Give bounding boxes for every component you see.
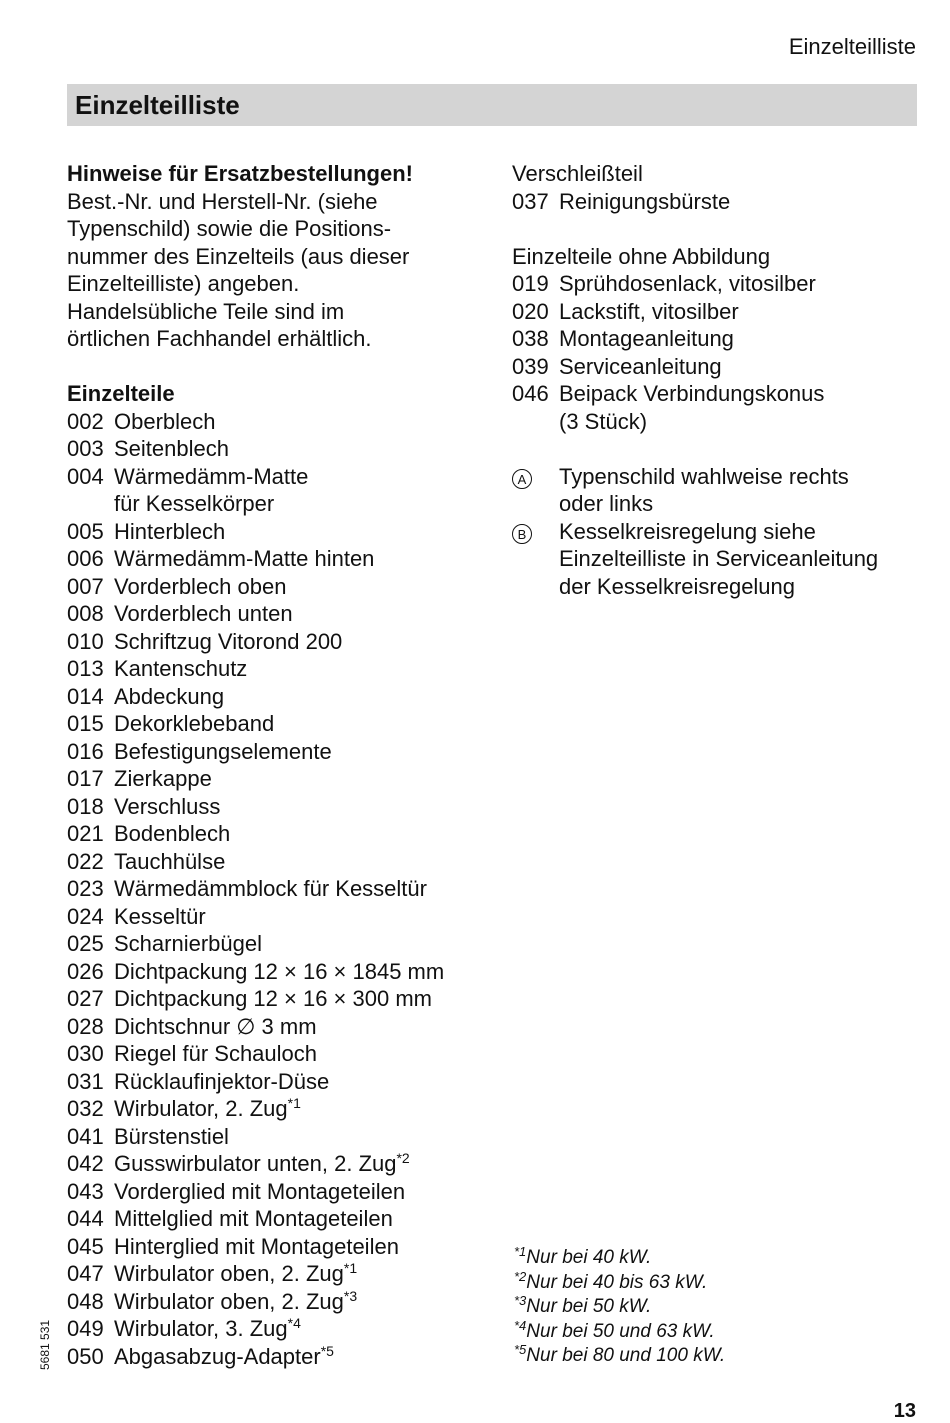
part-name bbox=[114, 958, 444, 986]
list-item bbox=[67, 1095, 487, 1123]
part-number: 024 bbox=[67, 903, 104, 929]
part-name bbox=[559, 325, 734, 353]
part-name-text: Seitenblech bbox=[114, 436, 229, 461]
part-name bbox=[114, 1288, 357, 1316]
part-name-text: Oberblech bbox=[114, 408, 216, 434]
notes-line: Typenschild) sowie die Positions- bbox=[67, 216, 392, 241]
list-item bbox=[67, 1343, 487, 1371]
footnote-text: Nur bei 50 kW. bbox=[526, 1296, 652, 1317]
list-item bbox=[512, 380, 922, 408]
legend-text: Kesselkreisregelung siehe bbox=[559, 518, 816, 544]
part-name bbox=[114, 1123, 229, 1151]
part-number: 031 bbox=[67, 1068, 104, 1094]
unillustrated-heading: Einzelteile ohne Abbildung bbox=[512, 243, 771, 269]
notes-line: Einzelteilliste) angeben. bbox=[67, 271, 300, 296]
legend-text: Typenschild wahlweise rechts bbox=[559, 463, 849, 489]
list-item bbox=[67, 573, 487, 601]
list-item bbox=[67, 765, 487, 793]
list-item bbox=[67, 435, 487, 463]
list-item bbox=[67, 875, 487, 903]
part-name bbox=[114, 793, 220, 821]
footnote bbox=[514, 1268, 725, 1296]
part-number: 044 bbox=[67, 1206, 104, 1231]
footnote-mark: *5 bbox=[514, 1342, 527, 1357]
part-name bbox=[114, 600, 293, 628]
part-name-text: Beipack Verbindungskonus bbox=[559, 381, 825, 406]
legend-marker bbox=[512, 518, 559, 546]
part-number: 003 bbox=[67, 436, 104, 461]
notes-line: örtlichen Fachhandel erhältlich. bbox=[67, 326, 372, 351]
part-name bbox=[114, 1068, 329, 1096]
part-number: 022 bbox=[67, 848, 104, 874]
circle-a-icon: A bbox=[512, 469, 532, 489]
part-name bbox=[559, 188, 730, 216]
part-name-text: Riegel für Schauloch bbox=[114, 1041, 318, 1066]
part-name bbox=[114, 1013, 317, 1041]
list-item bbox=[512, 188, 922, 216]
part-name bbox=[114, 435, 229, 463]
left-column bbox=[67, 160, 487, 1370]
part-name bbox=[114, 710, 274, 738]
running-header: Einzelteilliste bbox=[788, 34, 916, 59]
part-number: 023 bbox=[67, 876, 104, 901]
list-item bbox=[512, 270, 922, 298]
list-item bbox=[67, 1123, 487, 1151]
part-name bbox=[114, 848, 225, 876]
wear-parts-list bbox=[512, 188, 922, 216]
part-name-text: Serviceanleitung bbox=[559, 353, 722, 379]
part-name bbox=[114, 518, 225, 546]
footnote bbox=[514, 1246, 725, 1271]
list-item bbox=[67, 1178, 487, 1206]
part-name bbox=[114, 408, 216, 436]
part-number: 025 bbox=[67, 931, 104, 956]
part-name-text: Kesseltür bbox=[114, 903, 206, 929]
part-name bbox=[114, 1205, 393, 1233]
part-name-text: Tauchhülse bbox=[114, 848, 226, 874]
part-name-text: Schriftzug Vitorond 200 bbox=[114, 628, 343, 654]
part-name bbox=[114, 463, 308, 491]
footnote bbox=[514, 1317, 725, 1345]
part-name bbox=[559, 270, 816, 298]
part-name-text: Sprühdosenlack, vitosilber bbox=[559, 271, 816, 296]
part-name bbox=[114, 1233, 399, 1261]
footnote-ref: *3 bbox=[343, 1287, 358, 1304]
part-name-text: Wirbulator, 2. Zug bbox=[114, 1096, 288, 1121]
part-name bbox=[114, 820, 230, 848]
part-name bbox=[114, 985, 432, 1013]
footnote bbox=[514, 1344, 725, 1369]
part-number: 032 bbox=[67, 1096, 104, 1121]
list-item bbox=[67, 683, 487, 711]
part-name-text: Abgasabzug-Adapter bbox=[114, 1343, 321, 1369]
part-number: 038 bbox=[512, 326, 549, 351]
part-number: 010 bbox=[67, 628, 104, 654]
legend-text-continued: Einzelteilliste in Serviceanleitung bbox=[559, 546, 879, 571]
footnote-ref: *4 bbox=[287, 1315, 301, 1331]
list-item bbox=[67, 518, 487, 546]
part-number: 042 bbox=[67, 1151, 104, 1176]
page-number: 13 bbox=[893, 1400, 916, 1422]
notes-line: Best.-Nr. und Herstell-Nr. (siehe bbox=[67, 188, 378, 214]
part-number: 014 bbox=[67, 683, 104, 709]
part-name-text: Abdeckung bbox=[114, 683, 225, 709]
notes-line: nummer des Einzelteils (aus dieser bbox=[67, 243, 410, 269]
footnote-mark: *4 bbox=[514, 1317, 527, 1333]
part-number: 039 bbox=[512, 353, 549, 379]
list-item bbox=[67, 958, 487, 986]
part-number: 005 bbox=[67, 518, 104, 544]
part-number: 046 bbox=[512, 381, 549, 406]
part-number: 016 bbox=[67, 738, 104, 764]
part-number: 002 bbox=[67, 408, 104, 434]
part-name-text: Montageanleitung bbox=[559, 326, 734, 351]
list-item bbox=[67, 710, 487, 738]
part-name bbox=[114, 573, 286, 601]
legend-text-continued: der Kesselkreisregelung bbox=[559, 573, 796, 599]
list-item bbox=[67, 628, 487, 656]
part-number: 021 bbox=[67, 821, 104, 846]
part-number: 049 bbox=[67, 1316, 104, 1341]
list-item bbox=[67, 820, 487, 848]
footnote-text: Nur bei 40 bis 63 kW. bbox=[526, 1271, 708, 1293]
list-item bbox=[512, 325, 922, 353]
part-number: 043 bbox=[67, 1178, 104, 1204]
section-title: Einzelteilliste bbox=[75, 90, 240, 120]
part-number: 041 bbox=[67, 1123, 104, 1149]
list-item bbox=[67, 545, 487, 573]
legend-item-b bbox=[512, 518, 922, 546]
section-title-bar bbox=[67, 84, 917, 126]
part-name bbox=[114, 683, 224, 711]
part-name-text: Dekorklebeband bbox=[114, 711, 275, 736]
footnote-text: Nur bei 80 und 100 kW. bbox=[526, 1345, 726, 1366]
part-number: 017 bbox=[67, 766, 104, 791]
list-item bbox=[67, 1068, 487, 1096]
notes-line: Handelsübliche Teile sind im bbox=[67, 298, 345, 324]
part-number: 013 bbox=[67, 656, 104, 681]
part-number: 026 bbox=[67, 958, 104, 984]
part-name bbox=[114, 545, 374, 573]
parts-list bbox=[67, 408, 487, 1371]
spacer bbox=[512, 215, 922, 243]
part-number: 004 bbox=[67, 463, 104, 489]
part-name-text: Bürstenstiel bbox=[114, 1123, 229, 1149]
part-number: 028 bbox=[67, 1013, 104, 1039]
list-item bbox=[67, 463, 487, 491]
circle-b-icon: B bbox=[512, 524, 532, 544]
part-name bbox=[114, 1040, 317, 1068]
part-number: 008 bbox=[67, 601, 104, 626]
part-number: 047 bbox=[67, 1261, 104, 1286]
part-name-text: Vorderblech oben bbox=[114, 573, 287, 599]
parts-heading: Einzelteile bbox=[67, 381, 175, 406]
part-name-text: Wirbulator oben, 2. Zug bbox=[114, 1261, 344, 1286]
part-name-continued: für Kesselkörper bbox=[114, 491, 275, 516]
list-item bbox=[67, 793, 487, 821]
part-name-text: Bodenblech bbox=[114, 821, 231, 846]
footnote bbox=[514, 1295, 725, 1320]
part-name bbox=[114, 628, 342, 656]
document-code: 5681 531 bbox=[38, 1319, 52, 1370]
part-name bbox=[114, 1178, 405, 1206]
part-name-text: Dichtpackung 12 × 16 × 300 mm bbox=[114, 986, 432, 1011]
part-number: 037 bbox=[512, 188, 549, 214]
part-name-text: Lackstift, vitosilber bbox=[559, 298, 739, 324]
footnote-mark: *1 bbox=[514, 1244, 527, 1259]
right-column bbox=[512, 160, 922, 600]
part-name-text: Scharnierbügel bbox=[114, 931, 262, 956]
part-name-text: Wärmedämm-Matte hinten bbox=[114, 546, 375, 571]
part-name bbox=[114, 930, 262, 958]
part-number: 006 bbox=[67, 546, 104, 571]
legend-marker bbox=[512, 463, 559, 491]
footnote-ref: *1 bbox=[343, 1260, 358, 1276]
list-item bbox=[67, 848, 487, 876]
list-item bbox=[67, 1315, 487, 1343]
list-item bbox=[67, 930, 487, 958]
part-name-text: Kantenschutz bbox=[114, 656, 248, 681]
part-name bbox=[114, 655, 247, 683]
part-name-text: Dichtschnur ∅ 3 mm bbox=[114, 1013, 317, 1039]
part-name-text: Befestigungselemente bbox=[114, 738, 332, 764]
footnote-text: Nur bei 50 und 63 kW. bbox=[526, 1320, 715, 1342]
part-name-text: Wirbulator oben, 2. Zug bbox=[114, 1288, 344, 1314]
part-name bbox=[114, 738, 332, 766]
part-name-text: Hinterglied mit Montageteilen bbox=[114, 1233, 399, 1259]
part-name bbox=[559, 380, 824, 408]
list-item bbox=[67, 1233, 487, 1261]
part-name bbox=[114, 903, 206, 931]
part-number: 020 bbox=[512, 298, 549, 324]
spacer bbox=[512, 435, 922, 463]
part-name bbox=[114, 1150, 410, 1178]
list-item bbox=[67, 985, 487, 1013]
footnote-mark: *2 bbox=[514, 1268, 527, 1284]
part-number: 015 bbox=[67, 711, 104, 736]
footnotes bbox=[514, 1246, 725, 1369]
part-name-text: Wärmedämm-Matte bbox=[114, 463, 309, 489]
list-item bbox=[67, 1013, 487, 1041]
part-name bbox=[114, 765, 212, 793]
list-item bbox=[67, 1205, 487, 1233]
part-number: 045 bbox=[67, 1233, 104, 1259]
list-item bbox=[67, 1040, 487, 1068]
unillustrated-list bbox=[512, 270, 922, 435]
part-name-text: Wirbulator, 3. Zug bbox=[114, 1316, 288, 1341]
list-item bbox=[67, 655, 487, 683]
wear-parts-heading: Verschleißteil bbox=[512, 161, 643, 186]
part-number: 019 bbox=[512, 271, 549, 296]
list-item bbox=[67, 1288, 487, 1316]
part-name bbox=[114, 875, 427, 903]
list-item bbox=[512, 298, 922, 326]
footnote-ref: *5 bbox=[320, 1342, 334, 1359]
part-name-text: Gusswirbulator unten, 2. Zug bbox=[114, 1151, 397, 1176]
part-name-text: Reinigungsbürste bbox=[559, 188, 731, 214]
part-name-text: Hinterblech bbox=[114, 518, 226, 544]
part-name bbox=[114, 1343, 334, 1371]
list-item bbox=[67, 408, 487, 436]
footnote-ref: *2 bbox=[396, 1150, 410, 1166]
list-item bbox=[67, 738, 487, 766]
part-name-text: Rücklaufinjektor-Düse bbox=[114, 1068, 330, 1094]
part-name-text: Mittelglied mit Montageteilen bbox=[114, 1206, 393, 1231]
part-name-text: Wärmedämmblock für Kesseltür bbox=[114, 876, 427, 901]
footnote-ref: *1 bbox=[287, 1095, 301, 1111]
list-item bbox=[67, 1260, 487, 1288]
part-name-text: Vorderglied mit Montageteilen bbox=[114, 1178, 406, 1204]
part-number: 007 bbox=[67, 573, 104, 599]
part-number: 048 bbox=[67, 1288, 104, 1314]
spacer bbox=[67, 353, 487, 381]
part-name bbox=[559, 298, 739, 326]
part-name-text: Dichtpackung 12 × 16 × 1845 mm bbox=[114, 958, 445, 984]
part-name-text: Vorderblech unten bbox=[114, 601, 293, 626]
part-name-continued: (3 Stück) bbox=[559, 408, 648, 434]
list-item bbox=[512, 353, 922, 381]
part-name bbox=[114, 1260, 357, 1288]
legend-item-a bbox=[512, 463, 922, 491]
list-item bbox=[67, 1150, 487, 1178]
list-item bbox=[67, 600, 487, 628]
notes-heading: Hinweise für Ersatzbestellungen! bbox=[67, 161, 413, 186]
part-number: 018 bbox=[67, 793, 104, 819]
part-number: 027 bbox=[67, 986, 104, 1011]
list-item bbox=[67, 903, 487, 931]
part-name bbox=[114, 1095, 301, 1123]
footnote-text: Nur bei 40 kW. bbox=[526, 1247, 652, 1268]
part-number: 050 bbox=[67, 1343, 104, 1369]
footnote-mark: *3 bbox=[514, 1293, 527, 1308]
part-name bbox=[114, 1315, 301, 1343]
part-name-text: Zierkappe bbox=[114, 766, 212, 791]
legend-text-continued: oder links bbox=[559, 491, 654, 516]
part-name bbox=[559, 353, 722, 381]
part-number: 030 bbox=[67, 1041, 104, 1066]
part-name-text: Verschluss bbox=[114, 793, 221, 819]
